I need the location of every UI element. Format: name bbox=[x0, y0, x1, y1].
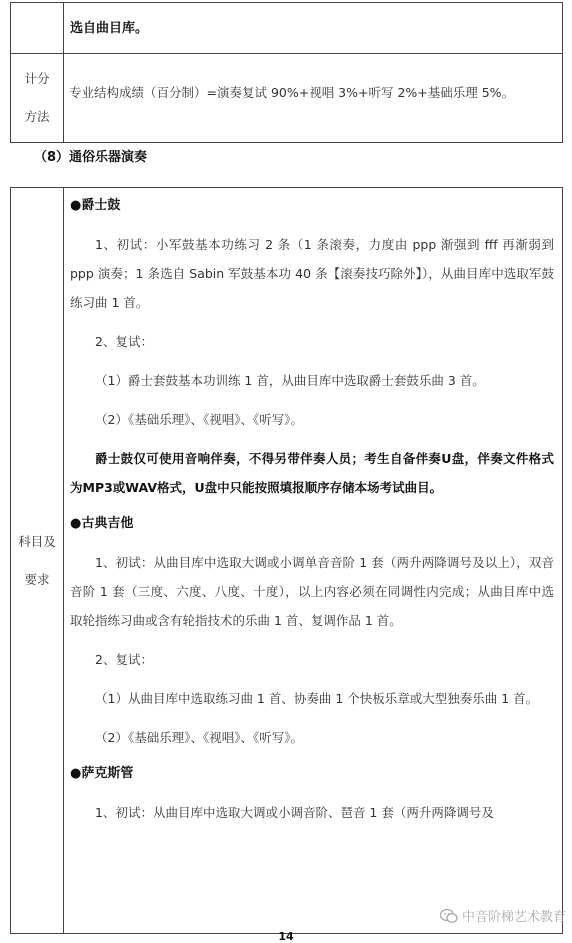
drums-retest-item1: （1）爵士套鼓基本功训练 1 首，从曲目库中选取爵士套鼓乐曲 3 首。 bbox=[95, 373, 485, 388]
requirements-table bbox=[10, 187, 563, 934]
drums-note: 爵士鼓仅可使用音响伴奏，不得另带伴奏人员；考生自备伴奏U盘，伴奏文件格式为MP3或WAV格式，U盘中只能按照填报顺序存储本场考试曲目。 bbox=[70, 451, 554, 495]
wechat-icon bbox=[440, 908, 458, 924]
guitar-retest-heading: 2、复试： bbox=[95, 652, 153, 667]
instrument-heading-saxophone: ●萨克斯管 bbox=[70, 766, 134, 781]
drums-retest-heading: 2、复试： bbox=[95, 334, 153, 349]
page-number: 14 bbox=[278, 930, 294, 943]
requirements-label-cell bbox=[11, 188, 64, 934]
scoring-content-cell bbox=[64, 54, 563, 143]
empty-label-cell bbox=[11, 3, 64, 54]
guitar-preliminary: 1、初试：从曲目库中选取大调或小调单音音阶 1 套（两升两降调号及以上），双音音阶 1 套（三度、六度、八度、十度），以上内容必须在同调性内完成；从曲目库中选取轮指练习曲或含有轮指技术的乐曲 1 首、复调作品 1 首。 bbox=[70, 555, 554, 628]
watermark bbox=[440, 906, 566, 925]
watermark-text: 中音阶梯艺术教育 bbox=[461, 910, 566, 925]
scoring-label-line1: 计分 bbox=[24, 71, 50, 86]
scoring-label-line2: 方法 bbox=[24, 109, 50, 124]
instrument-heading-drums: ●爵士鼓 bbox=[70, 198, 121, 213]
drums-retest-item2: （2）《基础乐理》、《视唱》、《听写》。 bbox=[95, 412, 303, 427]
scoring-label-cell bbox=[11, 54, 64, 143]
continued-text: 选自曲目库。 bbox=[70, 21, 149, 36]
requirements-label-line2: 要求 bbox=[24, 571, 50, 587]
section-heading: （8）通俗乐器演奏 bbox=[34, 150, 148, 165]
requirements-label-line1: 科目及 bbox=[18, 533, 56, 549]
sax-preliminary: 1、初试：从曲目库中选取大调或小调音阶、琶音 1 套（两升两降调号及 bbox=[95, 805, 494, 820]
instrument-heading-guitar: ●古典吉他 bbox=[70, 516, 134, 531]
continued-cell bbox=[64, 3, 563, 54]
scoring-formula: 专业结构成绩（百分制）=演奏复试 90%+视唱 3%+听写 2%+基础乐理 5%。 bbox=[69, 85, 515, 100]
scoring-table bbox=[10, 2, 563, 143]
guitar-retest-item1: （1）从曲目库中选取练习曲 1 首、协奏曲 1 个快板乐章或大型独奏乐曲 1 首。 bbox=[95, 691, 539, 706]
requirements-content-cell bbox=[64, 188, 563, 934]
drums-preliminary: 1、初试：小军鼓基本功练习 2 条（1 条滚奏，力度由 ppp 渐强到 fff 再渐弱到 ppp 演奏；1 条选自 Sabin 军鼓基本功 40 条【滚奏技巧除外】），从曲目库中选取军鼓练习曲 1 首。 bbox=[70, 237, 554, 310]
guitar-retest-item2: （2）《基础乐理》、《视唱》、《听写》。 bbox=[95, 730, 303, 745]
